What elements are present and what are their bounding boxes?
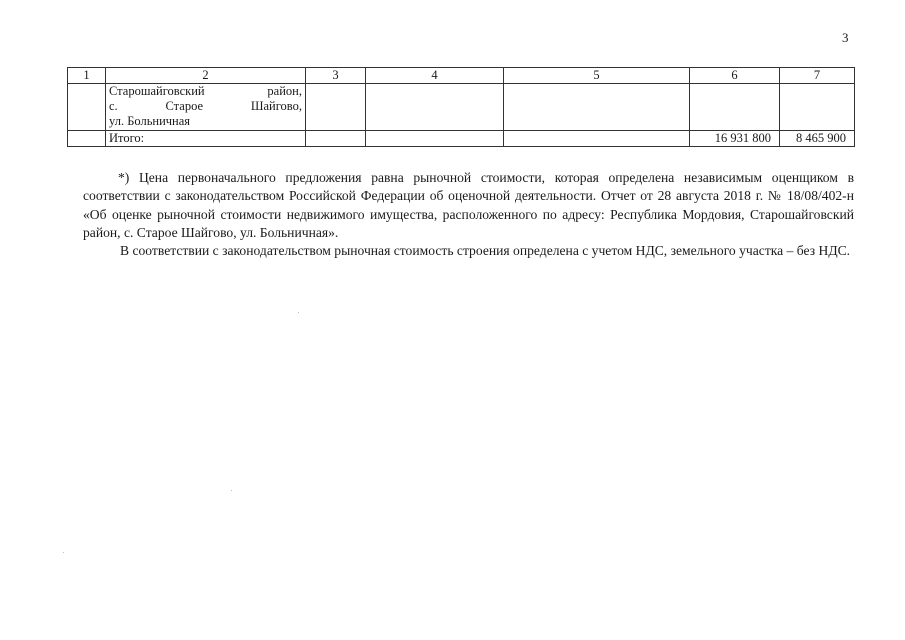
address-cell [106,84,306,131]
scan-speck [231,490,232,491]
address-line-3: ул. Больничная [109,114,191,128]
total-cell-3 [306,131,366,147]
row-cell-1 [68,84,106,131]
column-number-7: 7 [780,68,855,84]
total-label: Итого: [106,131,306,147]
column-number-2: 2 [106,68,306,84]
total-value-6: 16 931 800 [690,131,780,147]
total-cell-1 [68,131,106,147]
row-cell-7 [780,84,855,131]
column-number-6: 6 [690,68,780,84]
total-value-7: 8 465 900 [780,131,855,147]
footnote-paragraph-1: *) Цена первоначального предложения равна рыночной стоимости, которая определена независимым оценщиком в соответствии с законодательством Российской Федерации об оценочной деятельности. Отчет от 28 августа 2018 г. № 18/08/402-н «Об оценке рыночной стоимости недвижимого имущества, расположенного по адресу: Республика Мордовия, Старошайговский район, с. Старое Шайгово, ул. Больничная». [83,170,854,240]
total-cell-4 [366,131,504,147]
column-number-5: 5 [504,68,690,84]
row-cell-5 [504,84,690,131]
column-number-3: 3 [306,68,366,84]
row-cell-3 [306,84,366,131]
column-number-1: 1 [68,68,106,84]
table-row [68,84,855,131]
table-header-row [68,68,855,84]
address-line-2: с. Старое Шайгово, [109,99,302,113]
footnote-paragraph-2: В соответствии с законодательством рыночная стоимость строения определена с учетом НДС, земельного участка – без НДС. [120,243,851,259]
column-number-4: 4 [366,68,504,84]
total-row [68,131,855,147]
page-number: 3 [842,30,849,45]
row-cell-4 [366,84,504,131]
row-cell-6 [690,84,780,131]
footnotes [85,169,854,260]
address-line-1: Старошайговский район, [109,84,302,98]
scan-speck [63,552,64,553]
total-cell-5 [504,131,690,147]
property-table [67,67,855,147]
scan-speck [298,312,299,313]
